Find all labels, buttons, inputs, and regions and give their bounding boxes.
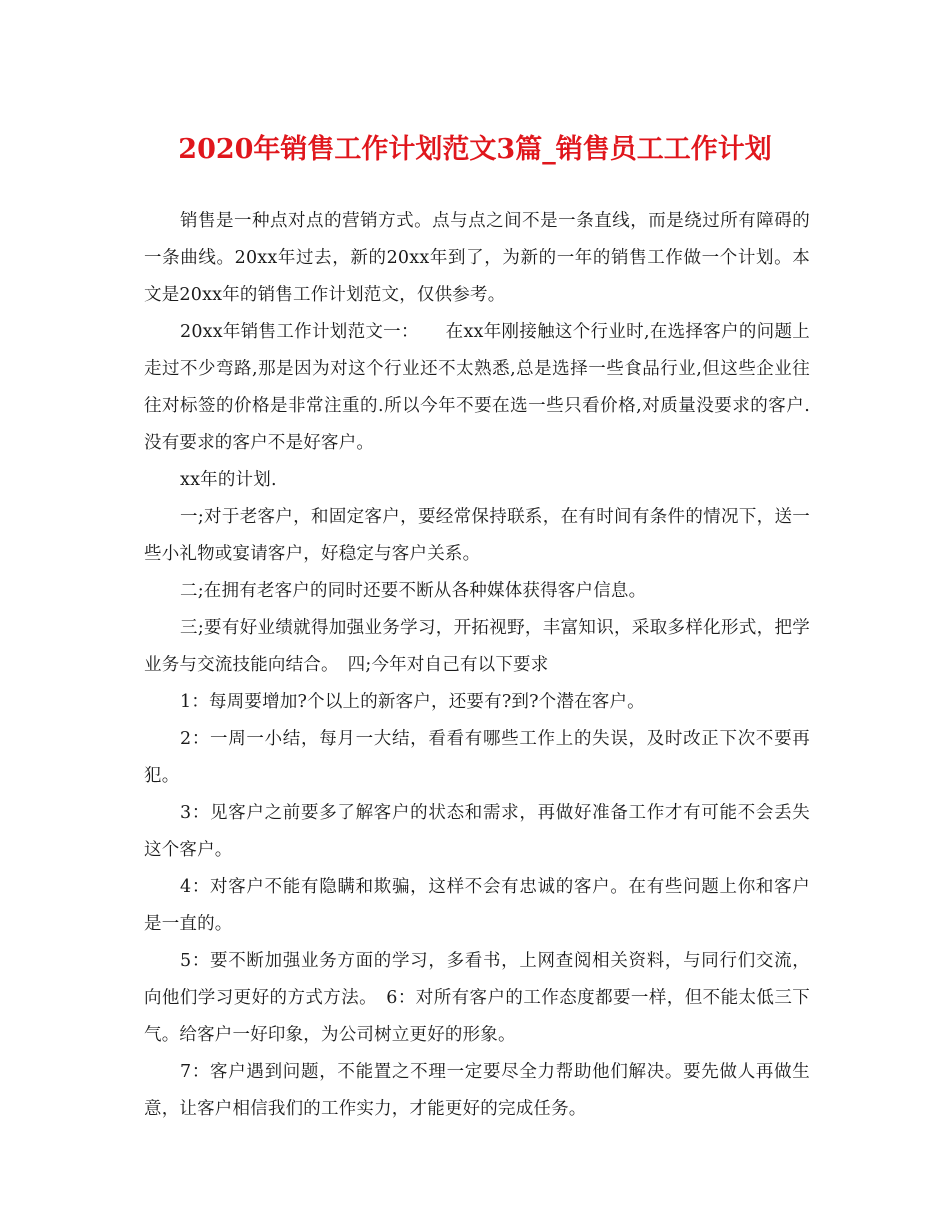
document-title: 2020年销售工作计划范文3篇_销售员工工作计划 (178, 134, 772, 165)
paragraph-requirement-1: 1：每周要增加?个以上的新客户，还要有?到?个潜在客户。 (180, 692, 645, 712)
paragraph-sample-one: 20xx年销售工作计划范文一： 在xx年刚接触这个行业时,在选择客户的问题上走过不少弯路,那是因为对这个行业还不太熟悉,总是选择一些食品行业,但这些企业往往对标签的价格是非常注重的.所以今年不要在选一些只看价格,对质量没要求的客户.没有要求的客户不是好客户。 (144, 322, 810, 453)
paragraph-item-two: 二;在拥有老客户的同时还要不断从各种媒体获得客户信息。 (180, 581, 647, 601)
paragraph-requirement-5-6: 5：要不断加强业务方面的学习，多看书，上网查阅相关资料，与同行们交流，向他们学习更好的方式方法。 6：对所有客户的工作态度都要一样，但不能太低三下气。给客户一好印象，为公司树立更好的形象。 (144, 951, 810, 1045)
paragraph-requirement-2: 2：一周一小结，每月一大结，看看有哪些工作上的失误，及时改正下次不要再犯。 (144, 729, 810, 786)
document-body (144, 203, 810, 1128)
paragraph-requirement-4: 4：对客户不能有隐瞒和欺骗，这样不会有忠诚的客户。在有些问题上你和客户是一直的。 (144, 877, 810, 934)
paragraph-item-three: 三;要有好业绩就得加强业务学习，开拓视野，丰富知识，采取多样化形式，把学业务与交流技能向结合。 四;今年对自己有以下要求 (144, 618, 810, 675)
paragraph-intro: 销售是一种点对点的营销方式。点与点之间不是一条直线，而是绕过所有障碍的一条曲线。20xx年过去，新的20xx年到了，为新的一年的销售工作做一个计划。本文是20xx年的销售工作计划范文，仅供参考。 (144, 211, 810, 305)
paragraph-plan-heading: xx年的计划. (180, 470, 277, 490)
paragraph-item-one: 一;对于老客户，和固定客户，要经常保持联系，在有时间有条件的情况下，送一些小礼物或宴请客户，好稳定与客户关系。 (144, 507, 810, 564)
paragraph-requirement-7: 7：客户遇到问题，不能置之不理一定要尽全力帮助他们解决。要先做人再做生意，让客户相信我们的工作实力，才能更好的完成任务。 (144, 1062, 810, 1119)
paragraph-requirement-3: 3：见客户之前要多了解客户的状态和需求，再做好准备工作才有可能不会丢失这个客户。 (144, 803, 810, 860)
